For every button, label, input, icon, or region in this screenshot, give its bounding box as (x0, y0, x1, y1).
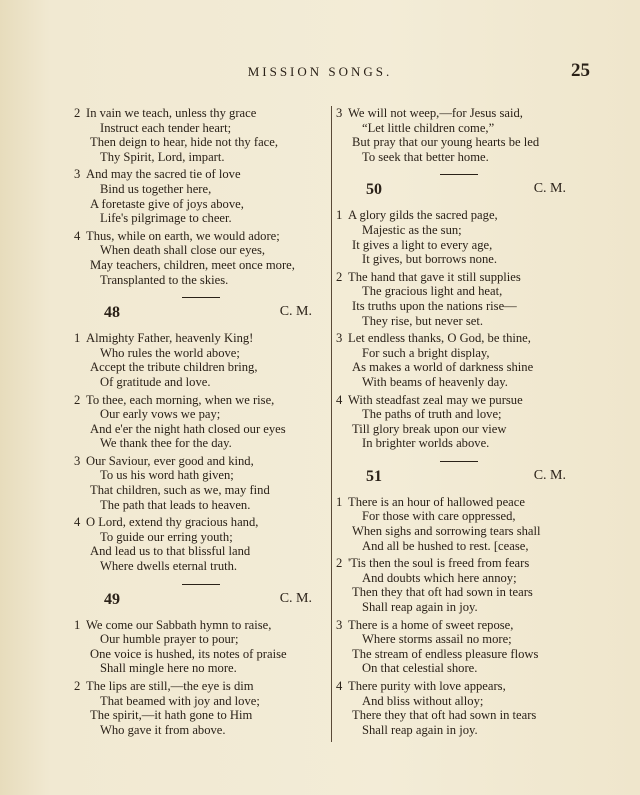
verse-line (336, 270, 582, 285)
stanza (74, 331, 328, 389)
hymn-48-heading (74, 295, 328, 325)
verse-line (74, 436, 328, 451)
stanza-number: 1 (74, 617, 81, 632)
verse-line (74, 694, 328, 709)
verse-text: Thus, while on earth, we would adore; (86, 228, 280, 243)
verse-line (74, 258, 328, 273)
hymn-50-heading (336, 172, 582, 202)
verse-text: To thee, each morning, when we rise, (86, 392, 275, 407)
verse-line (336, 331, 582, 346)
verse-line (74, 661, 328, 676)
verse-text: And lead us to that blissful land (90, 544, 251, 559)
verse-line (336, 539, 582, 554)
verse-text: For those with care oppressed, (362, 509, 516, 524)
verse-line (336, 585, 582, 600)
verse-text: Instruct each tender heart; (100, 120, 232, 135)
verse-line (336, 208, 582, 223)
verse-line (74, 618, 328, 633)
verse-line (74, 273, 328, 288)
heading-rule (182, 584, 220, 585)
verse-line (74, 544, 328, 559)
verse-text: Majestic as the sun; (362, 222, 462, 237)
verse-line (74, 197, 328, 212)
verse-text: The stream of endless pleasure flows (352, 646, 539, 661)
stanza-number: 3 (336, 617, 343, 632)
hymn-meter: C. M. (533, 181, 566, 197)
verse-text: Bind us together here, (100, 181, 212, 196)
heading-rule (182, 297, 220, 298)
verse-line (74, 393, 328, 408)
stanza (336, 106, 582, 164)
stanza-number: 3 (336, 331, 343, 346)
stanza (74, 515, 328, 573)
verse-line (74, 483, 328, 498)
verse-text: As makes a world of darkness shine (352, 360, 534, 375)
verse-text: Then they that oft had sown in tears (352, 585, 533, 600)
stanza-number: 1 (74, 331, 81, 346)
verse-text: Where storms assail no more; (362, 632, 512, 647)
hymn-50-body (336, 208, 582, 451)
verse-line (336, 407, 582, 422)
hymn-number: 50 (366, 181, 382, 199)
stanza (336, 393, 582, 451)
stanza (336, 208, 582, 266)
verse-line (74, 121, 328, 136)
verse-text: That children, such as we, may find (90, 483, 270, 498)
verse-line (336, 393, 582, 408)
verse-text: Life's pilgrimage to cheer. (100, 211, 232, 226)
stanza (336, 331, 582, 389)
verse-text: We come our Sabbath hymn to raise, (86, 617, 272, 632)
stanza (336, 495, 582, 553)
hymn-51-heading (336, 459, 582, 489)
stanza (336, 556, 582, 614)
verse-text: Shall reap again in joy. (362, 600, 478, 615)
verse-line (336, 238, 582, 253)
verse-line (336, 524, 582, 539)
verse-line (336, 632, 582, 647)
verse-text: Our early vows we pay; (100, 407, 221, 422)
verse-text: With steadfast zeal may we pursue (348, 392, 523, 407)
verse-text: And e'er the night hath closed our eyes (90, 421, 286, 436)
verse-text: The spirit,—it hath gone to Him (90, 708, 253, 723)
stanza-number: 4 (336, 392, 343, 407)
verse-line (74, 150, 328, 165)
stanza-number: 2 (74, 392, 81, 407)
verse-text: Shall reap again in joy. (362, 722, 478, 737)
hymn-49-body (74, 618, 328, 738)
stanza (74, 229, 328, 287)
hymn-meter: C. M. (279, 304, 312, 320)
verse-text: Till glory break upon our view (352, 421, 507, 436)
stanza-number: 1 (336, 208, 343, 223)
stanza-number: 2 (74, 679, 81, 693)
verse-line (74, 331, 328, 346)
stanza (74, 393, 328, 451)
verse-line (74, 632, 328, 647)
verse-line (74, 708, 328, 723)
verse-text: But pray that our young hearts be led (352, 135, 540, 150)
hymn-number: 49 (104, 590, 120, 608)
verse-text: For such a bright display, (362, 345, 490, 360)
verse-line (336, 694, 582, 709)
verse-line (336, 679, 582, 694)
stanza-number: 2 (74, 106, 81, 120)
verse-text: The path that leads to heaven. (100, 497, 251, 512)
verse-text: O Lord, extend thy gracious hand, (86, 515, 259, 530)
stanza-number: 4 (336, 679, 343, 693)
verse-line (336, 135, 582, 150)
verse-text: Its truths upon the nations rise— (352, 298, 517, 313)
verse-line (336, 121, 582, 136)
verse-line (336, 723, 582, 738)
hymn-number: 51 (366, 467, 382, 485)
page-number: 25 (571, 60, 590, 81)
verse-line (336, 284, 582, 299)
right-column (336, 106, 582, 737)
verse-line (74, 182, 328, 197)
verse-line (336, 106, 582, 121)
verse-text: Where dwells eternal truth. (100, 559, 238, 574)
verse-text: There purity with love appears, (348, 679, 506, 693)
verse-text: The paths of truth and love; (362, 407, 502, 422)
verse-text: The hand that gave it still supplies (348, 269, 521, 284)
verse-text: We will not weep,—for Jesus said, (348, 106, 523, 120)
verse-text: 'Tis then the soul is freed from fears (348, 556, 530, 571)
verse-text: Who rules the world above; (100, 345, 240, 360)
verse-line (74, 360, 328, 375)
verse-line (74, 211, 328, 226)
verse-line (74, 530, 328, 545)
verse-line (336, 661, 582, 676)
verse-text: When death shall close our eyes, (100, 243, 266, 258)
stanza (336, 618, 582, 676)
verse-line (336, 618, 582, 633)
verse-line (336, 436, 582, 451)
verse-line (74, 468, 328, 483)
verse-text: There is a home of sweet repose, (348, 617, 514, 632)
verse-line (336, 360, 582, 375)
verse-line (336, 509, 582, 524)
verse-line (74, 243, 328, 258)
verse-line (336, 252, 582, 267)
stanza-number: 2 (336, 269, 343, 284)
verse-text: One voice is hushed, its notes of praise (90, 646, 287, 661)
verse-text: The lips are still,—the eye is dim (86, 679, 254, 693)
verse-line (74, 422, 328, 437)
heading-rule (440, 461, 478, 462)
hymn-51-body (336, 495, 582, 738)
verse-text: It gives, but borrows none. (362, 252, 498, 267)
verse-text: To guide our erring youth; (100, 529, 233, 544)
verse-text: To seek that better home. (362, 149, 489, 164)
stanza-number: 3 (336, 106, 343, 120)
verse-text: When sighs and sorrowing tears shall (352, 524, 541, 539)
hymn-meter: C. M. (279, 590, 312, 606)
verse-text: Almighty Father, heavenly King! (86, 331, 254, 346)
verse-text: In vain we teach, unless thy grace (86, 106, 257, 120)
verse-text: And all be hushed to rest. [cease, (362, 538, 529, 553)
verse-line (336, 346, 582, 361)
hymn-49-continued (336, 106, 582, 164)
verse-text: And may the sacred tie of love (86, 167, 241, 182)
verse-text: A foretaste give of joys above, (90, 196, 244, 211)
verse-line (336, 556, 582, 571)
hymn-number: 48 (104, 304, 120, 322)
verse-line (336, 600, 582, 615)
hymn-49-heading (74, 582, 328, 612)
verse-line (74, 229, 328, 244)
verse-text: Then deign to hear, hide not thy face, (90, 135, 278, 150)
stanza-number: 3 (74, 453, 81, 468)
verse-line (336, 299, 582, 314)
stanza-number: 3 (74, 167, 81, 182)
verse-text: We thank thee for the day. (100, 436, 232, 451)
verse-line (74, 375, 328, 390)
verse-text: And bliss without alloy; (362, 693, 484, 708)
verse-text: They rise, but never set. (362, 313, 483, 328)
stanza (74, 454, 328, 512)
verse-line (336, 150, 582, 165)
stanza (336, 679, 582, 737)
verse-line (336, 375, 582, 390)
stanza-number: 4 (74, 228, 81, 243)
verse-text: It gives a light to every age, (352, 237, 493, 252)
verse-line (336, 223, 582, 238)
stanza-number: 1 (336, 494, 343, 509)
verse-text: “Let little children come,” (362, 120, 495, 135)
verse-text: Let endless thanks, O God, be thine, (348, 331, 531, 346)
verse-line (336, 495, 582, 510)
verse-text: The gracious light and heat, (362, 284, 503, 299)
stanza (74, 618, 328, 676)
verse-text: A glory gilds the sacred page, (348, 208, 498, 223)
verse-line (74, 135, 328, 150)
verse-line (74, 167, 328, 182)
hymn-meter: C. M. (533, 467, 566, 483)
verse-text: There is an hour of hallowed peace (348, 494, 525, 509)
verse-line (336, 708, 582, 723)
verse-line (74, 454, 328, 469)
verse-text: Shall mingle here no more. (100, 661, 237, 676)
verse-line (74, 559, 328, 574)
verse-text: There they that oft had sown in tears (352, 708, 537, 723)
verse-line (74, 723, 328, 738)
verse-text: Transplanted to the skies. (100, 272, 229, 287)
heading-rule (440, 174, 478, 175)
verse-line (336, 314, 582, 329)
verse-text: With beams of heavenly day. (362, 374, 508, 389)
stanza (74, 106, 328, 164)
verse-line (336, 647, 582, 662)
verse-text: Accept the tribute children bring, (90, 360, 258, 375)
stanza (336, 270, 582, 328)
verse-line (74, 647, 328, 662)
verse-line (74, 346, 328, 361)
verse-text: Our Saviour, ever good and kind, (86, 453, 254, 468)
verse-text: On that celestial shore. (362, 661, 478, 676)
stanza (74, 167, 328, 225)
verse-text: And doubts which here annoy; (362, 570, 517, 585)
verse-text: May teachers, children, meet once more, (90, 257, 295, 272)
verse-line (74, 407, 328, 422)
stanza (74, 679, 328, 737)
running-header: MISSION SONGS. (247, 64, 393, 79)
verse-line (74, 679, 328, 694)
column-divider (331, 106, 332, 742)
verse-text: In brighter worlds above. (362, 436, 490, 451)
verse-line (336, 422, 582, 437)
verse-text: Our humble prayer to pour; (100, 632, 239, 647)
verse-text: To us his word hath given; (100, 468, 234, 483)
verse-line (74, 515, 328, 530)
verse-text: Thy Spirit, Lord, impart. (100, 149, 225, 164)
stanza-number: 4 (74, 515, 81, 530)
stanza-number: 2 (336, 556, 343, 571)
verse-line (74, 106, 328, 121)
hymn-48-body (74, 331, 328, 574)
hymn-47-continued (74, 106, 328, 287)
verse-text: Of gratitude and love. (100, 374, 211, 389)
verse-text: Who gave it from above. (100, 722, 226, 737)
verse-text: That beamed with joy and love; (100, 693, 260, 708)
verse-line (336, 571, 582, 586)
left-column (74, 106, 328, 737)
verse-line (74, 498, 328, 513)
